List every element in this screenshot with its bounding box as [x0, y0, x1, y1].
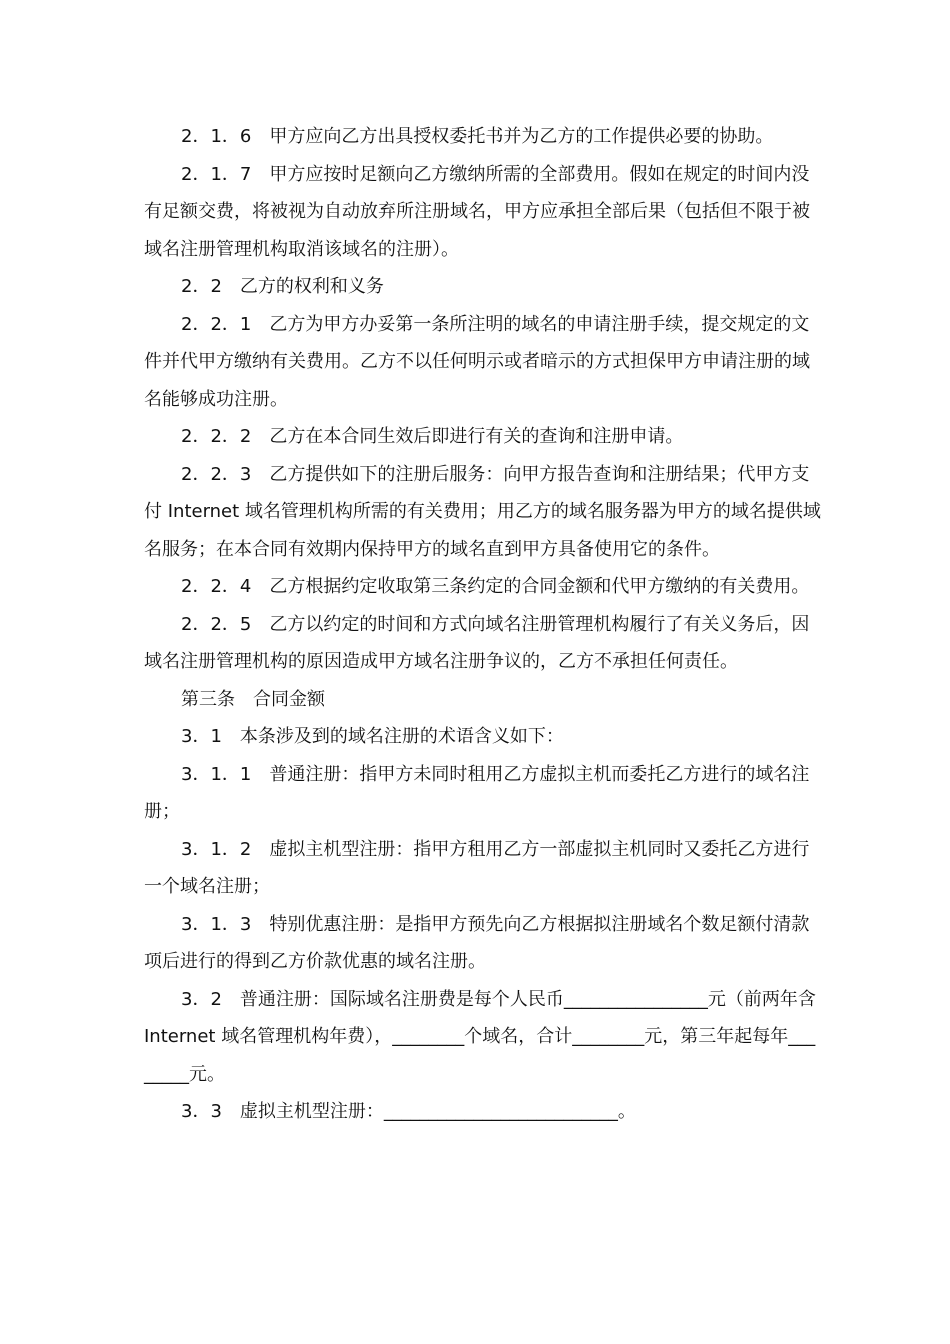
clause-2-2-2: 2．2．2 乙方在本合同生效后即进行有关的查询和注册申请。 — [181, 426, 684, 447]
clause-2-2-3: 2．2．3 乙方提供如下的注册后服务：向甲方报告查询和注册结果；代甲方支付 Internet 域名管理机构所需的有关费用；用乙方的域名服务器为甲方的域名提供域名服务；在本合同有效期内保持甲方的域名直到甲方具备使用它的条件。 — [144, 463, 821, 560]
clause-3-3: 3．3 虚拟主机型注册：__________________________。 — [181, 1101, 636, 1122]
clause-2-2-5: 2．2．5 乙方以约定的时间和方式向域名注册管理机构履行了有关义务后，因域名注册管理机构的原因造成甲方域名注册争议的，乙方不承担任何责任。 — [144, 613, 810, 672]
clause-2-1-7: 2．1．7 甲方应按时足额向乙方缴纳所需的全部费用。假如在规定的时间内没有足额交费，将被视为自动放弃所注册域名，甲方应承担全部后果（包括但不限于被域名注册管理机构取消该域名的注册）。 — [144, 163, 810, 260]
clause-2-2-1: 2．2．1 乙方为甲方办妥第一条所注明的域名的申请注册手续，提交规定的文件并代甲方缴纳有关费用。乙方不以任何明示或者暗示的方式担保甲方申请注册的域名能够成功注册。 — [144, 313, 810, 410]
clause-2-1-6: 2．1．6 甲方应向乙方出具授权委托书并为乙方的工作提供必要的协助。 — [181, 126, 774, 147]
clause-3-1: 3．1 本条涉及到的域名注册的术语含义如下： — [181, 726, 564, 747]
clause-3-1-1: 3．1．1 普通注册：指甲方未同时租用乙方虚拟主机而委托乙方进行的域名注册； — [144, 763, 810, 822]
clause-3-1-3: 3．1．3 特别优惠注册：是指甲方预先向乙方根据拟注册域名个数足额付清款项后进行的得到乙方价款优惠的域名注册。 — [144, 913, 810, 972]
section-2-2-heading: 2．2 乙方的权利和义务 — [181, 276, 384, 297]
clause-2-2-4: 2．2．4 乙方根据约定收取第三条约定的合同金额和代甲方缴纳的有关费用。 — [181, 576, 810, 597]
article-3-heading: 第三条 合同金额 — [181, 688, 325, 710]
clause-3-2: 3．2 普通注册：国际域名注册费是每个人民币________________元（前两年含 Internet 域名管理机构年费），________个域名，合计________元，第三年起每年________元。 — [144, 988, 822, 1085]
document-body — [144, 118, 824, 1131]
clause-3-1-2: 3．1．2 虚拟主机型注册：指甲方租用乙方一部虚拟主机同时又委托乙方进行一个域名注册； — [144, 838, 810, 897]
